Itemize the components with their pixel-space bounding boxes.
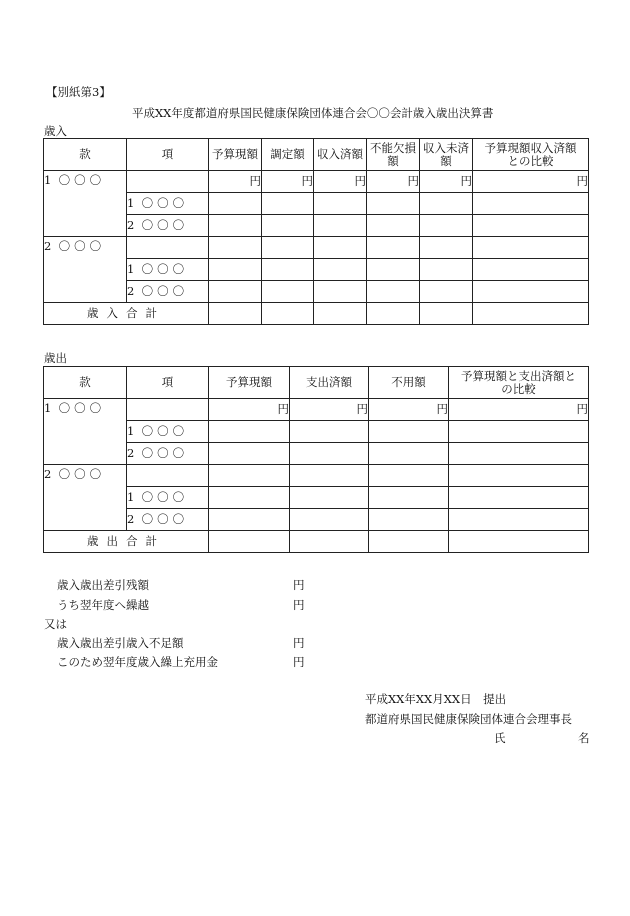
kou-cell (127, 215, 209, 237)
header-unreceived-line2: 額 (440, 153, 452, 168)
revenue-header-row (44, 139, 589, 171)
kou-cell (127, 487, 209, 509)
header-unreceived (420, 139, 473, 171)
kou-empty (127, 171, 209, 193)
kou-cell (127, 281, 209, 303)
header-kan: 款 (44, 139, 127, 171)
header-comparison-line1: 予算現額と支出済額と (461, 368, 576, 383)
revenue-table (43, 138, 589, 325)
kou-number: 1 (127, 262, 135, 276)
kou-number: 2 (127, 446, 135, 460)
header-spent: 支出済額 (290, 367, 369, 399)
expenditure-section-label: 歳出 (44, 351, 67, 365)
attachment-label: 【別紙第3】 (46, 85, 111, 99)
header-comparison (473, 139, 589, 171)
kou-name: 〇〇〇 (141, 512, 189, 526)
header-comparison-line1: 予算現額収入済額 (484, 140, 577, 155)
expenditure-table (43, 366, 589, 553)
unit-cell: 円 (369, 399, 449, 421)
kou-cell (127, 421, 209, 443)
kan-cell (44, 171, 127, 237)
header-uncollectible-line2: 額 (387, 153, 399, 168)
expenditure-header-row (44, 367, 589, 399)
kan-cell (44, 237, 127, 303)
summary-carryover-unit: 円 (293, 598, 305, 612)
header-assessed: 調定額 (262, 139, 314, 171)
kan-cell (44, 399, 127, 465)
header-comparison (449, 367, 589, 399)
kan-name: 〇〇〇 (58, 173, 106, 187)
kou-number: 2 (127, 284, 135, 298)
header-budget: 予算現額 (209, 139, 262, 171)
table-row (44, 465, 589, 487)
summary-carryover-label: うち翌年度へ繰越 (57, 598, 149, 612)
kan-name: 〇〇〇 (58, 467, 106, 481)
kan-cell (44, 465, 127, 531)
summary-balance-label: 歳入歳出差引残額 (57, 578, 149, 592)
header-uncollectible-line1: 不能欠損 (370, 140, 416, 155)
unit-cell: 円 (209, 171, 262, 193)
summary-or-label: 又は (44, 617, 67, 631)
kan-number: 2 (44, 239, 52, 253)
unit-cell: 円 (367, 171, 420, 193)
header-received: 収入済額 (314, 139, 367, 171)
kou-number: 2 (127, 512, 135, 526)
revenue-total-row (44, 303, 589, 325)
revenue-section-label: 歳入 (44, 124, 67, 138)
header-unreceived-line1: 収入未済 (423, 140, 469, 155)
header-kou: 項 (127, 367, 209, 399)
unit-cell: 円 (290, 399, 369, 421)
kou-number: 1 (127, 490, 135, 504)
summary-balance-unit: 円 (293, 578, 305, 592)
revenue-total-label: 歳入合計 (44, 303, 209, 325)
header-comparison-line2: の比較 (501, 381, 536, 396)
unit-cell: 円 (473, 171, 589, 193)
kou-name: 〇〇〇 (141, 446, 189, 460)
unit-cell: 円 (314, 171, 367, 193)
kou-cell (127, 509, 209, 531)
kan-number: 1 (44, 401, 52, 415)
summary-advance-unit: 円 (293, 655, 305, 669)
kou-empty (127, 399, 209, 421)
table-row (44, 171, 589, 193)
kou-cell (127, 193, 209, 215)
header-kan: 款 (44, 367, 127, 399)
submission-date: 平成XX年XX月XX日 提出 (365, 692, 507, 706)
table-row (44, 399, 589, 421)
summary-advance-label: このため翌年度歳入繰上充用金 (57, 655, 218, 669)
table-row (44, 237, 589, 259)
summary-shortfall-unit: 円 (293, 636, 305, 650)
kou-number: 1 (127, 424, 135, 438)
kou-name: 〇〇〇 (141, 284, 189, 298)
expenditure-total-label: 歳出合計 (44, 531, 209, 553)
kou-name: 〇〇〇 (141, 218, 189, 232)
unit-cell: 円 (449, 399, 589, 421)
kan-name: 〇〇〇 (58, 239, 106, 253)
kou-cell (127, 443, 209, 465)
kou-number: 2 (127, 218, 135, 232)
summary-shortfall-label: 歳入歳出差引歳入不足額 (57, 636, 184, 650)
kou-name: 〇〇〇 (141, 424, 189, 438)
signer-name-label-1: 氏 (494, 731, 506, 745)
expenditure-total-row (44, 531, 589, 553)
unit-cell: 円 (262, 171, 314, 193)
kan-number: 2 (44, 467, 52, 481)
signer-name-label-2: 名 (578, 731, 590, 745)
kou-name: 〇〇〇 (141, 262, 189, 276)
header-kou: 項 (127, 139, 209, 171)
document-title: 平成XX年度都道府県国民健康保険団体連合会〇〇会計歳入歳出決算書 (132, 106, 494, 120)
kou-name: 〇〇〇 (141, 196, 189, 210)
kou-number: 1 (127, 196, 135, 210)
unit-cell: 円 (209, 399, 290, 421)
signer-organization: 都道府県国民健康保険団体連合会理事長 (365, 712, 572, 726)
kou-cell (127, 259, 209, 281)
kan-number: 1 (44, 173, 52, 187)
header-budget: 予算現額 (209, 367, 290, 399)
header-uncollectible (367, 139, 420, 171)
header-comparison-line2: との比較 (507, 153, 554, 168)
kan-name: 〇〇〇 (58, 401, 106, 415)
header-unused: 不用額 (369, 367, 449, 399)
kou-name: 〇〇〇 (141, 490, 189, 504)
unit-cell: 円 (420, 171, 473, 193)
